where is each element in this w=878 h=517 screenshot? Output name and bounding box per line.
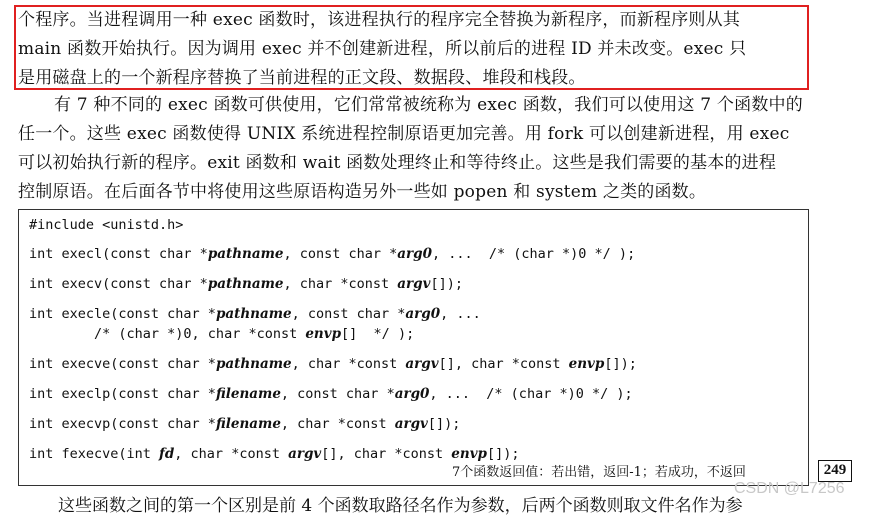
return-value-note: 7个函数返回值：若出错，返回-1；若成功，不返回 [452,465,746,480]
code-box [18,209,809,486]
text-line: 可以初始执行新的程序。exit 函数和 wait 函数处理终止和等待终止。这些是我们需要的基本的进程 [18,153,777,173]
text-line: 控制原语。在后面各节中将使用这些原语构造另外一些如 popen 和 system 之类的函数。 [18,182,707,202]
code-execle-cont: /* (char *)0, char *const envp[] */ ); [29,326,415,342]
code-execlp: int execlp(const char *filename, const char *arg0, ... /* (char *)0 */ ); [29,386,633,402]
text-line: main 函数开始执行。因为调用 exec 并不创建新进程，所以前后的进程 ID 并未改变。exec 只 [18,39,747,59]
cut-off-text-line: 这些函数之间的第一个区别是前 4 个函数取路径名作为参数，后两个函数则取文件名作为参 [58,496,743,516]
text-line: 有 7 种不同的 exec 函数可供使用，它们常常被统称为 exec 函数，我们可以使用这 7 个函数中的 [54,95,803,115]
text-line: 个程序。当进程调用一种 exec 函数时，该进程执行的程序完全替换为新程序，而新程序则从其 [18,10,741,30]
exec-intro-paragraph [18,91,808,207]
code-fexecve: int fexecve(int fd, char *const argv[], char *const envp[]); [29,446,520,462]
code-execv: int execv(const char *pathname, char *const argv[]); [29,276,463,292]
text-line: 任一个。这些 exec 函数使得 UNIX 系统进程控制原语更加完善。用 fork 可以创建新进程，用 exec [18,124,790,144]
code-include: #include <unistd.h> [29,217,184,233]
text-line: 是用磁盘上的一个新程序替换了当前进程的正文段、数据段、堆段和栈段。 [18,68,586,88]
highlighted-paragraph [18,6,808,93]
code-execl: int execl(const char *pathname, const char *arg0, ... /* (char *)0 */ ); [29,246,636,262]
code-execve: int execve(const char *pathname, char *const argv[], char *const envp[]); [29,356,637,372]
watermark: CSDN @L7256 [734,480,845,497]
page-number: 249 [818,460,852,482]
code-execvp: int execvp(const char *filename, char *const argv[]); [29,416,461,432]
code-execle: int execle(const char *pathname, const char *arg0, ... [29,306,481,322]
